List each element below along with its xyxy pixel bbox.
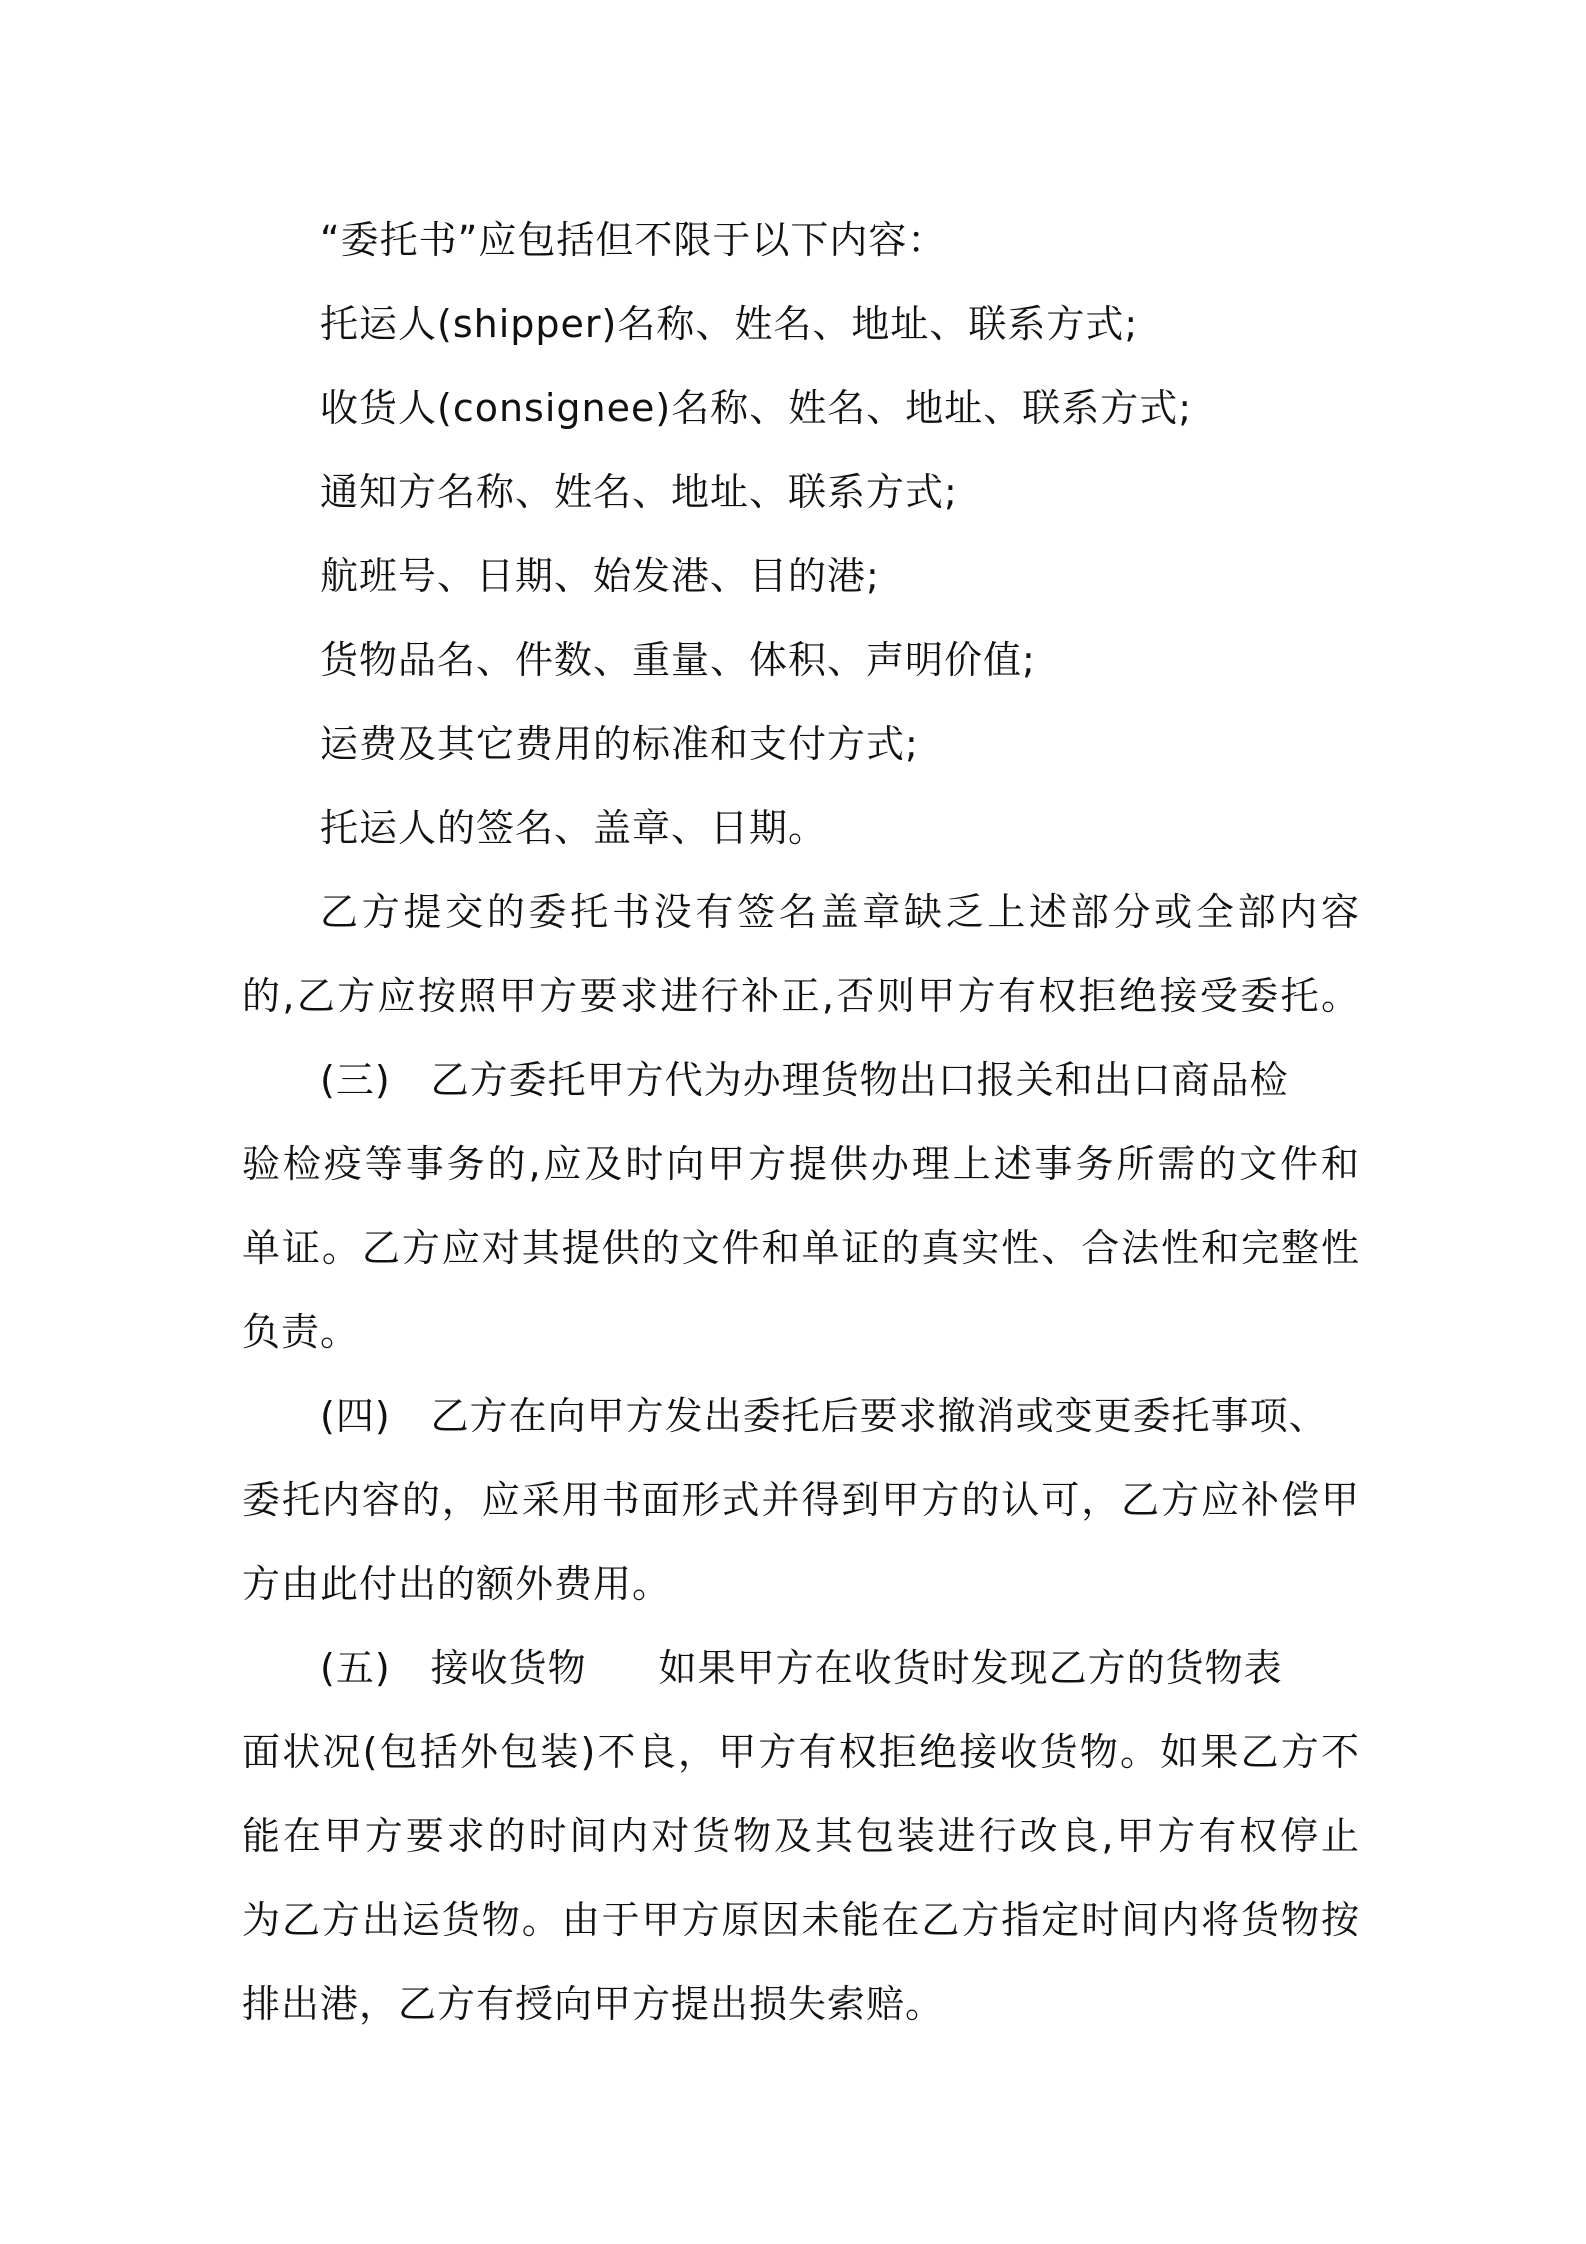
paragraph-text: 验检疫等事务的,应及时向甲方提供办理上述事务所需的文件和 <box>242 1142 1360 1186</box>
section-four-label: (四) <box>320 1394 391 1438</box>
paragraph-text: 的,乙方应按照甲方要求进行补正,否则甲方有权拒绝接受委托。 <box>242 974 1360 1018</box>
paragraph-text: 委托内容的，应采用书面形式并得到甲方的认可，乙方应补偿甲 <box>242 1478 1360 1522</box>
paragraph-line <box>242 1542 1360 1626</box>
document-body <box>242 198 1360 2046</box>
section-three-text: 乙方委托甲方代为办理货物出口报关和出口商品检 <box>430 1058 1289 1102</box>
list-item-text: 托运人的签名、盖章、日期。 <box>320 806 828 850</box>
paragraph-line <box>242 954 1360 1038</box>
section-four-heading-line <box>242 1374 1360 1458</box>
list-item <box>242 282 1360 366</box>
paragraph-line <box>242 1962 1360 2046</box>
paragraph-line <box>242 1794 1360 1878</box>
paragraph-line <box>242 1122 1360 1206</box>
section-four-text: 乙方在向甲方发出委托后要求撤消或变更委托事项、 <box>430 1394 1328 1438</box>
list-item <box>242 618 1360 702</box>
section-three-label: (三) <box>320 1058 391 1102</box>
paragraph-text: 单证。乙方应对其提供的文件和单证的真实性、合法性和完整性 <box>242 1226 1360 1270</box>
section-three-heading-line <box>242 1038 1360 1122</box>
paragraph-text: 面状况(包括外包装)不良，甲方有权拒绝接收货物。如果乙方不 <box>242 1730 1360 1774</box>
section-five-title: 接收货物 <box>430 1646 587 1690</box>
list-item-text: 货物品名、件数、重量、体积、声明价值; <box>320 638 1036 682</box>
section-five-heading-line <box>242 1626 1360 1710</box>
list-item <box>242 534 1360 618</box>
list-item <box>242 786 1360 870</box>
paragraph-text: 排出港，乙方有授向甲方提出损失索赔。 <box>242 1982 945 2026</box>
list-item-text: 收货人(consignee)名称、姓名、地址、联系方式; <box>320 386 1192 430</box>
list-item-text: 航班号、日期、始发港、目的港; <box>320 554 880 598</box>
list-item-text: 运费及其它费用的标准和支付方式; <box>320 722 919 766</box>
paragraph-line <box>242 1206 1360 1290</box>
paragraph-text: 乙方提交的委托书没有签名盖章缺乏上述部分或全部内容 <box>320 890 1360 934</box>
list-item <box>242 450 1360 534</box>
list-item-text: 托运人(shipper)名称、姓名、地址、联系方式; <box>320 302 1139 346</box>
list-item <box>242 366 1360 450</box>
paragraph-line <box>242 1878 1360 1962</box>
list-item-text: 通知方名称、姓名、地址、联系方式; <box>320 470 958 514</box>
paragraph-text: 为乙方出运货物。由于甲方原因未能在乙方指定时间内将货物按 <box>242 1898 1360 1942</box>
list-item <box>242 702 1360 786</box>
intro-text: “委托书”应包括但不限于以下内容： <box>320 218 947 262</box>
paragraph-line <box>242 1458 1360 1542</box>
section-five-label: (五) <box>320 1646 391 1690</box>
paragraph-line <box>242 1710 1360 1794</box>
intro-line <box>242 198 1360 282</box>
paragraph-text: 负责。 <box>242 1310 360 1354</box>
paragraph-text: 能在甲方要求的时间内对货物及其包装进行改良,甲方有权停止 <box>242 1814 1360 1858</box>
paragraph-line <box>242 870 1360 954</box>
section-five-text: 如果甲方在收货时发现乙方的货物表 <box>658 1646 1283 1690</box>
paragraph-line <box>242 1290 1360 1374</box>
paragraph-text: 方由此付出的额外费用。 <box>242 1562 672 1606</box>
